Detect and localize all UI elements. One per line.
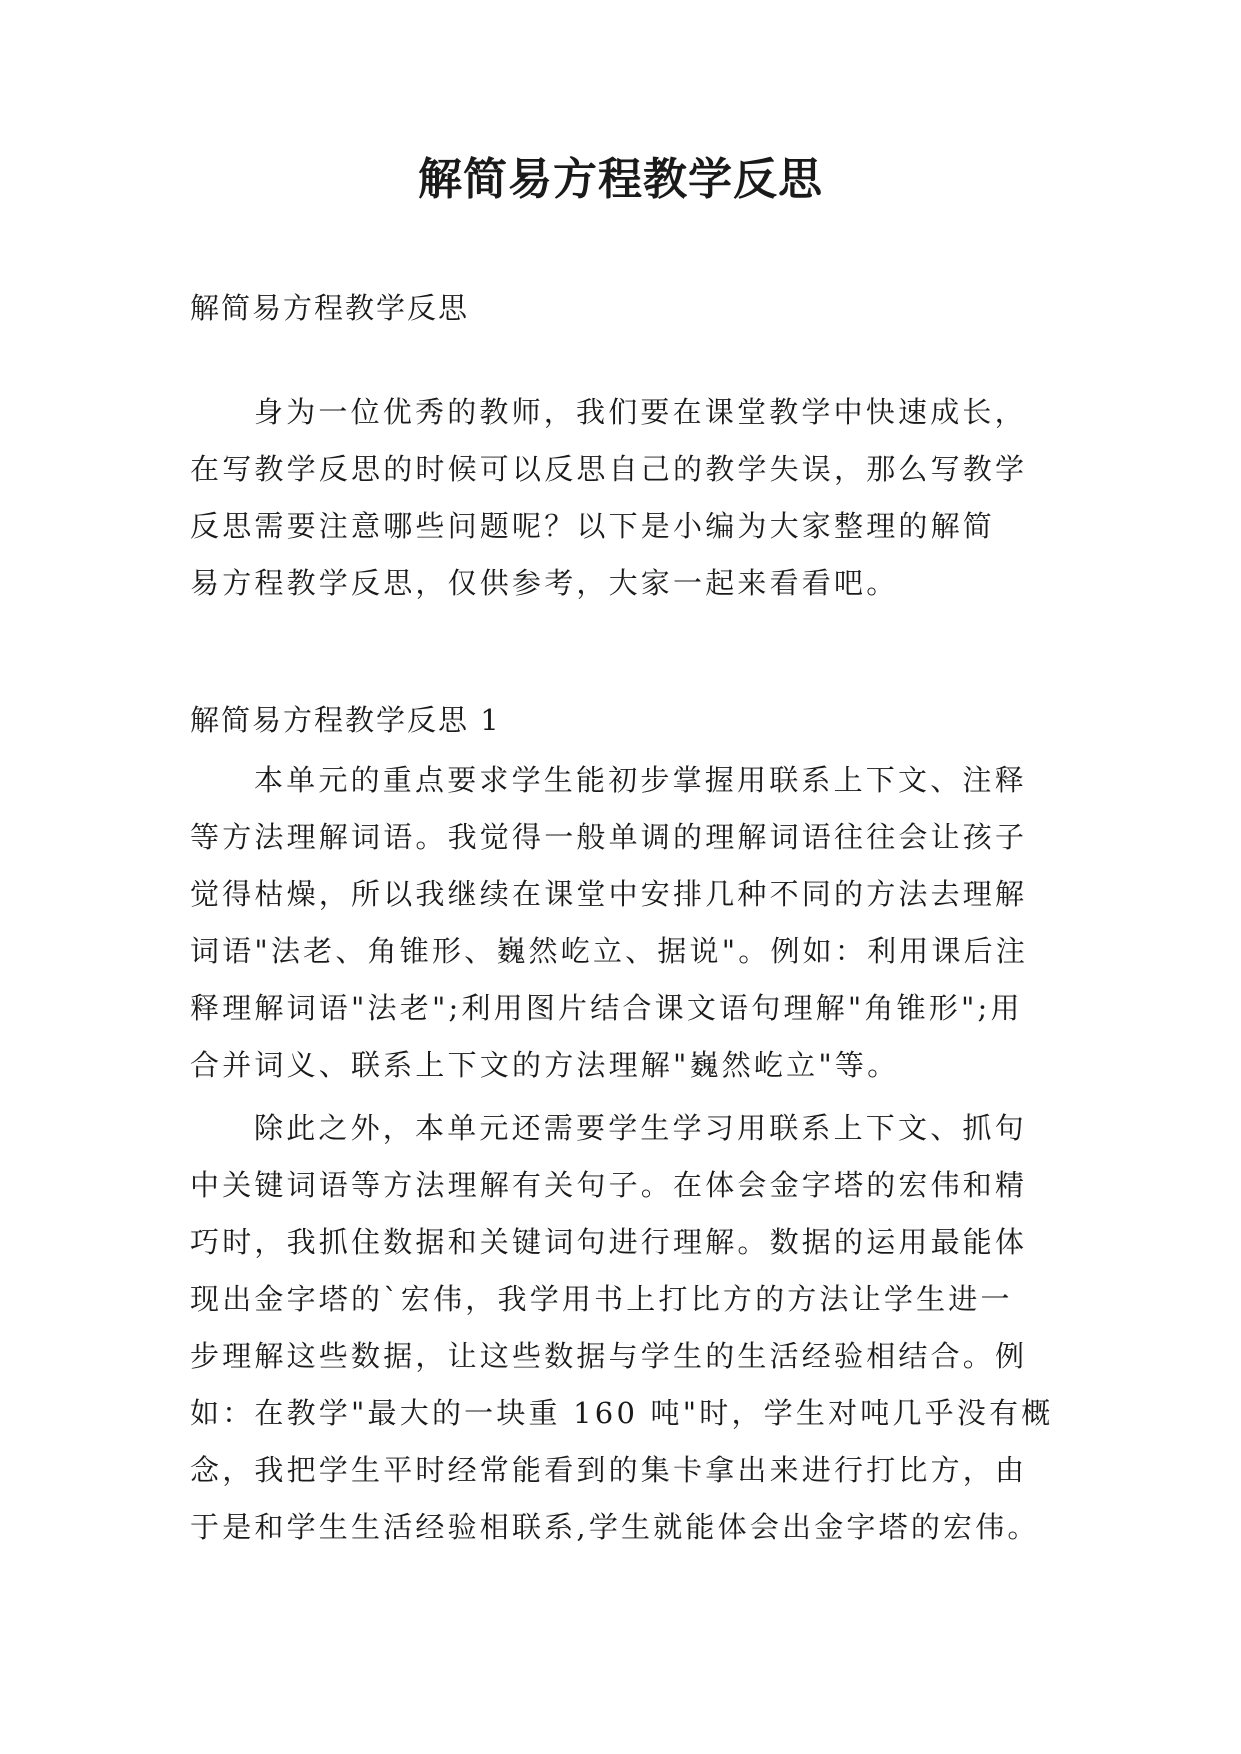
intro-line: 身为一位优秀的教师，我们要在课堂教学中快速成长， xyxy=(254,395,1027,429)
intro-line: 易方程教学反思，仅供参考，大家一起来看看吧。 xyxy=(190,566,899,600)
paragraph-line: 等方法理解词语。我觉得一般单调的理解词语往往会让孩子 xyxy=(190,820,1028,854)
paragraph-line: 步理解这些数据，让这些数据与学生的生活经验相结合。例 xyxy=(190,1339,1028,1373)
section-heading: 解简易方程教学反思 1 xyxy=(190,703,501,737)
paragraph-line: 于是和学生生活经验相联系,学生就能体会出金字塔的宏伟。 xyxy=(190,1510,1040,1544)
document-subtitle: 解简易方程教学反思 xyxy=(190,291,470,325)
paragraph-line: 如：在教学"最大的一块重 160 吨"时，学生对吨几乎没有概 xyxy=(190,1396,1054,1430)
document-title: 解简易方程教学反思 xyxy=(418,154,823,205)
paragraph-2 xyxy=(190,1100,1070,1556)
paragraph-line: 本单元的重点要求学生能初步掌握用联系上下文、注释 xyxy=(254,763,1027,797)
intro-paragraph xyxy=(190,384,1070,612)
paragraph-line: 现出金字塔的`宏伟，我学用书上打比方的方法让学生进一 xyxy=(190,1282,1013,1316)
paragraph-line: 释理解词语"法老";利用图片结合课文语句理解"角锥形";用 xyxy=(190,991,1023,1025)
paragraph-line: 巧时，我抓住数据和关键词句进行理解。数据的运用最能体 xyxy=(190,1225,1028,1259)
paragraph-line: 念，我把学生平时经常能看到的集卡拿出来进行打比方，由 xyxy=(190,1453,1028,1487)
intro-line: 在写教学反思的时候可以反思自己的教学失误，那么写教学 xyxy=(190,452,1028,486)
paragraph-line: 觉得枯燥，所以我继续在课堂中安排几种不同的方法去理解 xyxy=(190,877,1028,911)
paragraph-line: 合并词义、联系上下文的方法理解"巍然屹立"等。 xyxy=(190,1048,900,1082)
paragraph-1 xyxy=(190,752,1070,1094)
paragraph-line: 中关键词语等方法理解有关句子。在体会金字塔的宏伟和精 xyxy=(190,1168,1028,1202)
intro-line: 反思需要注意哪些问题呢？以下是小编为大家整理的解简 xyxy=(190,509,996,543)
paragraph-line: 词语"法老、角锥形、巍然屹立、据说"。例如：利用课后注 xyxy=(190,934,1029,968)
paragraph-line: 除此之外，本单元还需要学生学习用联系上下文、抓句 xyxy=(254,1111,1027,1145)
